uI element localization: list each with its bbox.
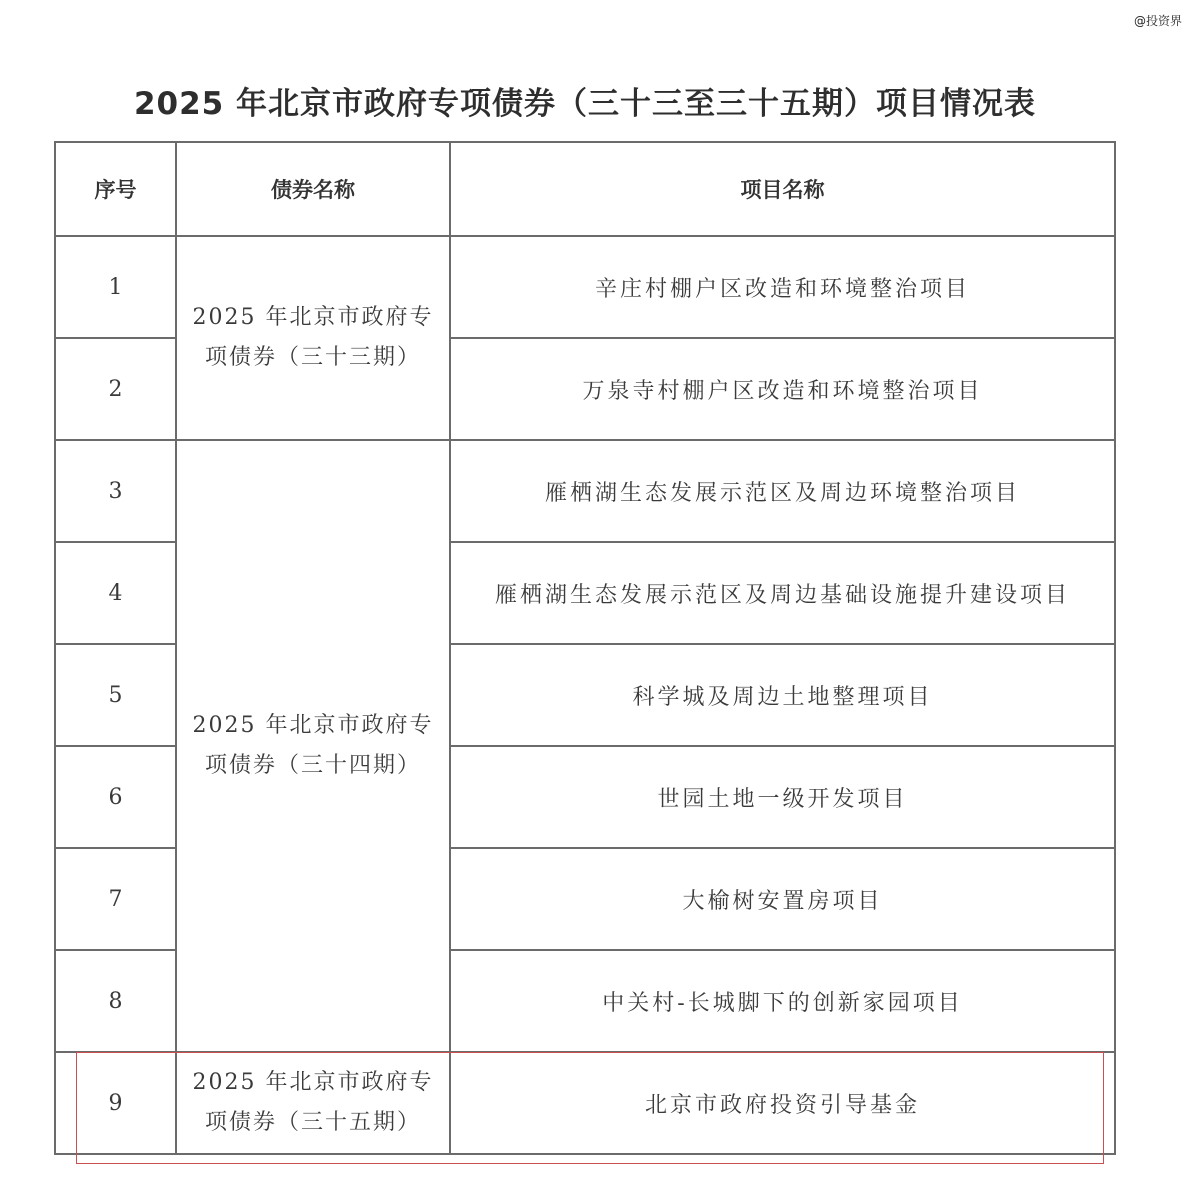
seq-cell: 1 — [55, 236, 176, 338]
table-header-row — [55, 142, 1115, 236]
document-title: 2025 年北京市政府专项债券（三十三至三十五期）项目情况表 — [133, 86, 1037, 122]
project-cell: 雁栖湖生态发展示范区及周边环境整治项目 — [450, 440, 1115, 542]
project-cell: 辛庄村棚户区改造和环境整治项目 — [450, 236, 1115, 338]
project-table — [54, 141, 1116, 1155]
header-bond-name: 债券名称 — [176, 142, 450, 236]
seq-cell: 5 — [55, 644, 176, 746]
seq-cell: 3 — [55, 440, 176, 542]
seq-cell: 8 — [55, 950, 176, 1052]
seq-cell: 2 — [55, 338, 176, 440]
seq-cell: 9 — [55, 1052, 176, 1154]
seq-cell: 7 — [55, 848, 176, 950]
project-cell: 雁栖湖生态发展示范区及周边基础设施提升建设项目 — [450, 542, 1115, 644]
project-cell: 万泉寺村棚户区改造和环境整治项目 — [450, 338, 1115, 440]
seq-cell: 6 — [55, 746, 176, 848]
project-cell: 科学城及周边土地整理项目 — [450, 644, 1115, 746]
bond-name-cell: 2025 年北京市政府专项债券（三十三期） — [176, 236, 450, 440]
table-row — [55, 236, 1115, 338]
project-cell: 大榆树安置房项目 — [450, 848, 1115, 950]
bond-name-cell: 2025 年北京市政府专项债券（三十五期） — [176, 1052, 450, 1154]
table-row-highlighted — [55, 1052, 1115, 1154]
bond-name-cell: 2025 年北京市政府专项债券（三十四期） — [176, 440, 450, 1052]
project-cell: 中关村-长城脚下的创新家园项目 — [450, 950, 1115, 1052]
seq-cell: 4 — [55, 542, 176, 644]
project-cell: 世园土地一级开发项目 — [450, 746, 1115, 848]
table-row — [55, 440, 1115, 542]
watermark: @投资界 — [1133, 14, 1182, 28]
header-project-name: 项目名称 — [450, 142, 1115, 236]
header-seq: 序号 — [55, 142, 176, 236]
project-cell: 北京市政府投资引导基金 — [450, 1052, 1115, 1154]
